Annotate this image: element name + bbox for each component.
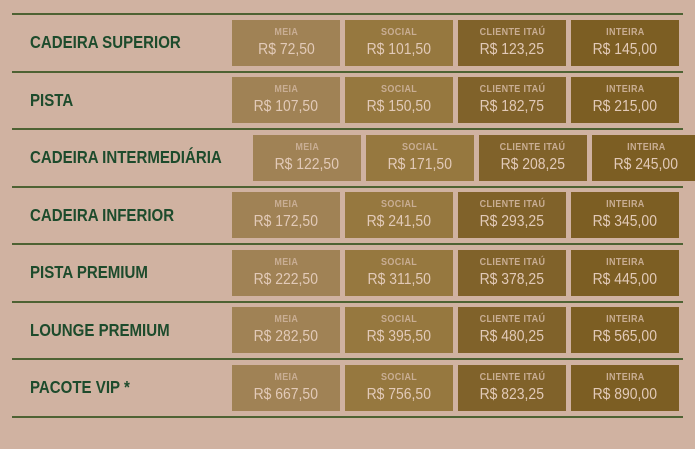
category-label: CADEIRA INFERIOR [30,204,175,225]
price-cell-meia [253,135,361,181]
price-value: R$ 222,50 [253,270,319,288]
category-label: LOUNGE PREMIUM [30,319,170,340]
price-value: R$ 293,25 [479,213,545,231]
price-type-label: INTEIRA [605,26,645,38]
price-value: R$ 282,50 [253,328,319,346]
price-value: R$ 345,00 [592,213,658,231]
price-value: R$ 241,50 [366,213,432,231]
price-value: R$ 215,00 [592,98,658,116]
price-type-label: CLIENTE ITAÚ [479,371,545,383]
price-value: R$ 756,50 [366,385,432,403]
price-type-label: INTEIRA [605,84,645,96]
price-cells [232,20,679,66]
price-type-label: CLIENTE ITAÚ [479,314,545,326]
table-row [12,15,683,73]
table-row [12,303,683,361]
price-type-label: MEIA [274,314,298,326]
price-cell-social [345,77,453,123]
price-type-label: SOCIAL [401,141,439,153]
price-cell-social [345,20,453,66]
price-value: R$ 150,50 [366,98,432,116]
price-value: R$ 107,50 [253,98,319,116]
price-value: R$ 145,00 [592,40,658,58]
price-type-label: INTEIRA [605,371,645,383]
price-cell-inteira [571,20,679,66]
price-cell-cliente-itau [458,307,566,353]
price-cell-cliente-itau [458,365,566,411]
price-type-label: CLIENTE ITAÚ [500,141,566,153]
price-type-label: SOCIAL [380,84,418,96]
price-value: R$ 445,00 [592,270,658,288]
price-value: R$ 122,50 [274,155,340,173]
price-type-label: CLIENTE ITAÚ [479,84,545,96]
price-cell-social [345,307,453,353]
price-value: R$ 245,00 [613,155,679,173]
price-cell-meia [232,250,340,296]
price-type-label: MEIA [274,26,298,38]
price-cells [232,250,679,296]
price-type-label: INTEIRA [605,256,645,268]
price-value: R$ 101,50 [366,40,432,58]
price-cell-cliente-itau [458,77,566,123]
price-cell-meia [232,20,340,66]
price-type-label: SOCIAL [380,199,418,211]
price-cells [232,77,679,123]
price-value: R$ 823,25 [479,385,545,403]
price-value: R$ 890,00 [592,385,658,403]
price-cell-social [345,365,453,411]
price-value: R$ 182,75 [479,98,545,116]
price-cell-cliente-itau [458,192,566,238]
price-type-label: CLIENTE ITAÚ [479,199,545,211]
price-cells [253,135,695,181]
category-label: PACOTE VIP * [30,377,130,398]
category-label: CADEIRA SUPERIOR [30,32,181,53]
price-cell-cliente-itau [479,135,587,181]
price-type-label: INTEIRA [626,141,666,153]
price-cell-social [345,192,453,238]
price-type-label: MEIA [274,84,298,96]
price-cell-meia [232,192,340,238]
price-value: R$ 123,25 [479,40,545,58]
table-row [12,360,683,418]
price-type-label: SOCIAL [380,371,418,383]
price-value: R$ 667,50 [253,385,319,403]
pricing-rows [12,13,683,418]
price-cells [232,365,679,411]
price-cell-inteira [571,77,679,123]
price-value: R$ 565,00 [592,328,658,346]
price-cell-cliente-itau [458,250,566,296]
price-type-label: MEIA [274,371,298,383]
price-type-label: MEIA [274,256,298,268]
price-value: R$ 171,50 [387,155,453,173]
price-cell-inteira [571,365,679,411]
table-row [12,188,683,246]
price-type-label: MEIA [274,199,298,211]
price-type-label: INTEIRA [605,314,645,326]
price-value: R$ 172,50 [253,213,319,231]
price-type-label: SOCIAL [380,26,418,38]
table-row [12,73,683,131]
price-cell-meia [232,77,340,123]
price-cell-social [366,135,474,181]
price-type-label: CLIENTE ITAÚ [479,26,545,38]
price-cell-inteira [592,135,695,181]
price-type-label: CLIENTE ITAÚ [479,256,545,268]
price-cell-cliente-itau [458,20,566,66]
table-row [12,130,683,188]
price-cells [232,192,679,238]
price-cell-meia [232,365,340,411]
price-type-label: SOCIAL [380,256,418,268]
price-cells [232,307,679,353]
price-value: R$ 480,25 [479,328,545,346]
category-label: CADEIRA INTERMEDIÁRIA [30,147,222,168]
price-cell-inteira [571,307,679,353]
price-cell-social [345,250,453,296]
table-row [12,245,683,303]
price-value: R$ 72,50 [257,40,315,58]
category-label: PISTA [30,89,74,110]
price-type-label: SOCIAL [380,314,418,326]
price-value: R$ 378,25 [479,270,545,288]
price-type-label: INTEIRA [605,199,645,211]
price-cell-inteira [571,250,679,296]
price-value: R$ 395,50 [366,328,432,346]
price-value: R$ 311,50 [367,270,431,288]
price-cell-inteira [571,192,679,238]
price-type-label: MEIA [294,141,319,153]
price-cell-meia [232,307,340,353]
price-value: R$ 208,25 [500,155,566,173]
category-label: PISTA PREMIUM [30,262,148,283]
